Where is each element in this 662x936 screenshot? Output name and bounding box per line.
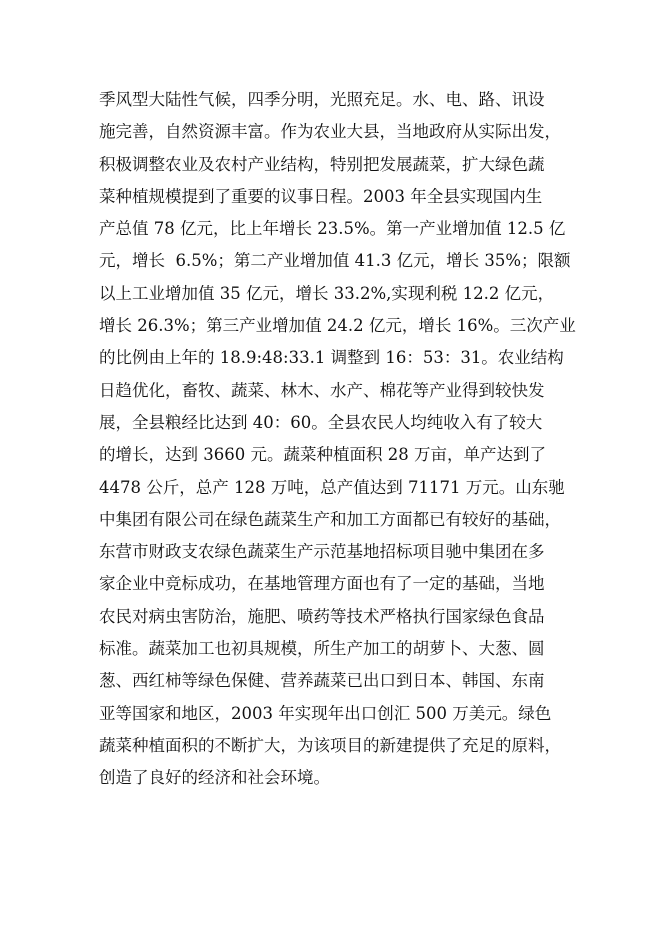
text-line: 东营市财政支农绿色蔬菜生产示范基地招标项目驰中集团在多 <box>99 542 545 562</box>
body-paragraph <box>99 84 599 795</box>
text-line: 蔬菜种植面积的不断扩大，为该项目的新建提供了充足的原料， <box>99 735 561 755</box>
text-line: 菜种植规模提到了重要的议事日程。2003 年全县实现国内生 <box>99 186 543 206</box>
text-line: 农民对病虫害防治，施肥、喷药等技术严格执行国家绿色食品 <box>99 606 545 626</box>
text-line: 亚等国家和地区，2003 年实现年出口创汇 500 万美元。绿色 <box>99 703 552 723</box>
text-line: 以上工业增加值 35 亿元，增长 33.2%,实现利税 12.2 亿元， <box>99 283 555 303</box>
text-line: 的比例由上年的 18.9:48:33.1 调整到 16：53：31。农业结构 <box>99 348 564 368</box>
text-line: 积极调整农业及农村产业结构，特别把发展蔬菜，扩大绿色蔬 <box>99 154 545 174</box>
text-line: 季风型大陆性气候，四季分明，光照充足。水、电、路、讯设 <box>99 90 545 109</box>
text-line: 家企业中竞标成功，在基地管理方面也有了一定的基础，当地 <box>99 574 545 594</box>
text-line: 创造了良好的经济和社会环境。 <box>99 768 330 788</box>
text-line: 标准。蔬菜加工也初具规模，所生产加工的胡萝卜、大葱、圆 <box>99 639 545 659</box>
text-line: 元，增长 6.5%；第二产业增加值 41.3 亿元，增长 35%；限额 <box>99 251 571 271</box>
text-line: 施完善，自然资源丰富。作为农业大县，当地政府从实际出发， <box>99 122 561 142</box>
text-line: 葱、西红柿等绿色保健、营养蔬菜已出口到日本、韩国、东南 <box>99 671 545 691</box>
text-line: 的增长，达到 3660 元。蔬菜种植面积 28 万亩，单产达到了 <box>99 445 546 465</box>
text-line: 产总值 78 亿元，比上年增长 23.5%。第一产业增加值 12.5 亿 <box>99 219 566 239</box>
text-line: 日趋优化，畜牧、蔬菜、林木、水产、棉花等产业得到较快发 <box>99 380 545 400</box>
text-line: 4478 公斤，总产 128 万吨，总产值达到 71171 万元。山东驰 <box>99 477 565 497</box>
text-line: 展，全县粮经比达到 40：60。全县农民人均纯收入有了较大 <box>99 412 543 432</box>
text-line: 增长 26.3%；第三产业增加值 24.2 亿元，增长 16%。三次产业 <box>99 316 576 336</box>
text-line: 中集团有限公司在绿色蔬菜生产和加工方面都已有较好的基础， <box>99 509 561 529</box>
